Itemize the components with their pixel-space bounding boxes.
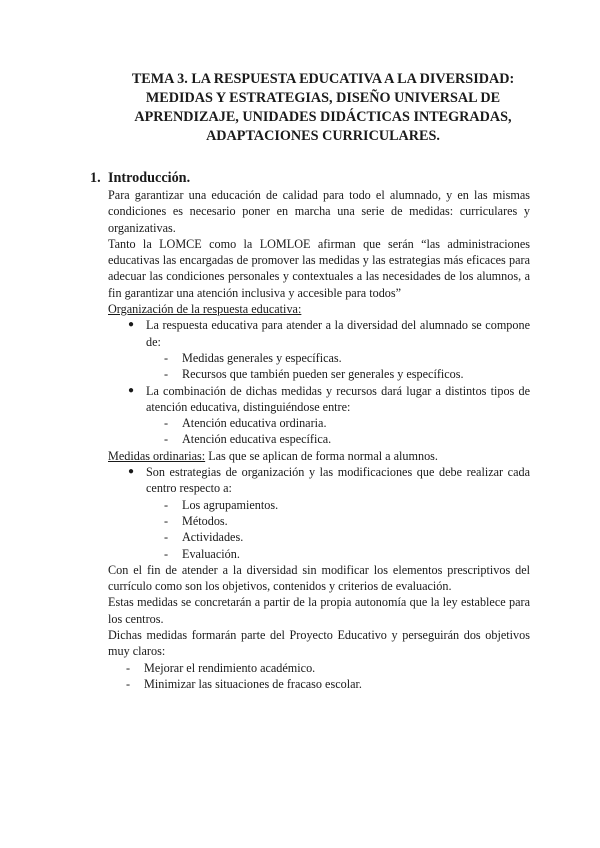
bullet-list — [108, 464, 530, 562]
list-item-text: Minimizar las situaciones de fracaso escolar. — [144, 676, 362, 691]
list-item — [164, 366, 530, 382]
dash-mark: - — [164, 416, 169, 431]
subheading: Organización de la respuesta educativa: — [108, 302, 302, 317]
title-line: TEMA 3. LA RESPUESTA EDUCATIVA A LA DIVERSIDAD: — [131, 71, 515, 87]
list-item — [164, 350, 530, 366]
list-item-text: Atención educativa específica. — [182, 432, 332, 447]
dash-list — [108, 660, 530, 693]
list-item-text: La combinación de dichas medidas y recursos dará lugar a distintos tipos de atención educativa, distinguiéndose entre: — [146, 383, 530, 414]
list-item — [126, 676, 530, 692]
list-item-text: Atención educativa ordinaria. — [182, 416, 327, 431]
paragraph: Dichas medidas formarán parte del Proyecto Educativo y perseguirán dos objetivos muy claros: — [108, 628, 530, 659]
document-body — [108, 187, 530, 692]
dash-mark: - — [164, 432, 169, 447]
list-item — [128, 317, 530, 382]
paragraph-text: Las que se aplican de forma normal a alumnos. — [205, 448, 438, 463]
list-item — [126, 660, 530, 676]
bullet-list — [108, 317, 530, 447]
title-line: MEDIDAS Y ESTRATEGIAS, DISEÑO UNIVERSAL DE — [145, 90, 501, 106]
list-item — [164, 513, 530, 529]
paragraph: Para garantizar una educación de calidad para todo el alumnado, y en las mismas condiciones es necesario poner en marcha una serie de medidas: curriculares y organizativas. — [108, 188, 530, 235]
list-item-text: Medidas generales y específicas. — [182, 350, 342, 365]
list-item-text: Recursos que también pueden ser generales y específicos. — [182, 367, 464, 382]
paragraph: Estas medidas se concretarán a partir de la propia autonomía que la ley establece para los centros. — [108, 595, 530, 626]
dash-mark: - — [126, 660, 131, 675]
list-item — [128, 383, 530, 448]
dash-mark: - — [126, 676, 131, 691]
list-item — [164, 497, 530, 513]
list-item — [128, 464, 530, 562]
list-item — [164, 546, 530, 562]
title-line: APRENDIZAJE, UNIDADES DIDÁCTICAS INTEGRADAS, — [134, 109, 512, 125]
subheading-line — [108, 301, 530, 317]
dash-mark: - — [164, 513, 169, 528]
bullet-mark: ● — [128, 384, 135, 396]
list-item-text: Métodos. — [182, 513, 228, 528]
dash-mark: - — [164, 497, 169, 512]
dash-list — [146, 497, 530, 562]
subheading: Medidas ordinarias: — [108, 448, 206, 463]
list-item-text: Actividades. — [182, 530, 244, 545]
document-title — [94, 70, 552, 146]
list-item-text: Son estrategias de organización y las modificaciones que debe realizar cada centro respecto a: — [146, 465, 530, 496]
list-item — [164, 431, 530, 447]
list-item — [164, 415, 530, 431]
dash-mark: - — [164, 367, 169, 382]
section-title: Introducción. — [108, 170, 191, 186]
list-item-text: Los agrupamientos. — [182, 497, 279, 512]
paragraph: Tanto la LOMCE como la LOMLOE afirman que serán “las administraciones educativas las encargadas de promover las medidas y las estrategias más eficaces para adecuar las condiciones personales y contextuales a las necesidades de los alumnos, a fin garantizar una atención inclusiva y accesible para todos” — [108, 236, 530, 300]
dash-mark: - — [164, 350, 169, 365]
section-number: 1. — [90, 170, 101, 186]
list-item-text: La respuesta educativa para atender a la diversidad del alumnado se compone de: — [146, 318, 530, 349]
section-heading — [90, 169, 530, 187]
paragraph: Con el fin de atender a la diversidad sin modificar los elementos prescriptivos del currículo como son los objetivos, contenidos y criterios de evaluación. — [108, 562, 530, 594]
dash-mark: - — [164, 530, 169, 545]
title-line: ADAPTACIONES CURRICULARES. — [206, 128, 440, 144]
dash-mark: - — [164, 546, 169, 561]
list-item-text: Evaluación. — [182, 546, 240, 561]
bullet-mark: ● — [128, 319, 135, 331]
dash-list — [146, 350, 530, 383]
paragraph — [108, 448, 530, 464]
bullet-mark: ● — [128, 466, 135, 478]
list-item — [164, 529, 530, 545]
dash-list — [146, 415, 530, 448]
list-item-text: Mejorar el rendimiento académico. — [144, 660, 316, 675]
